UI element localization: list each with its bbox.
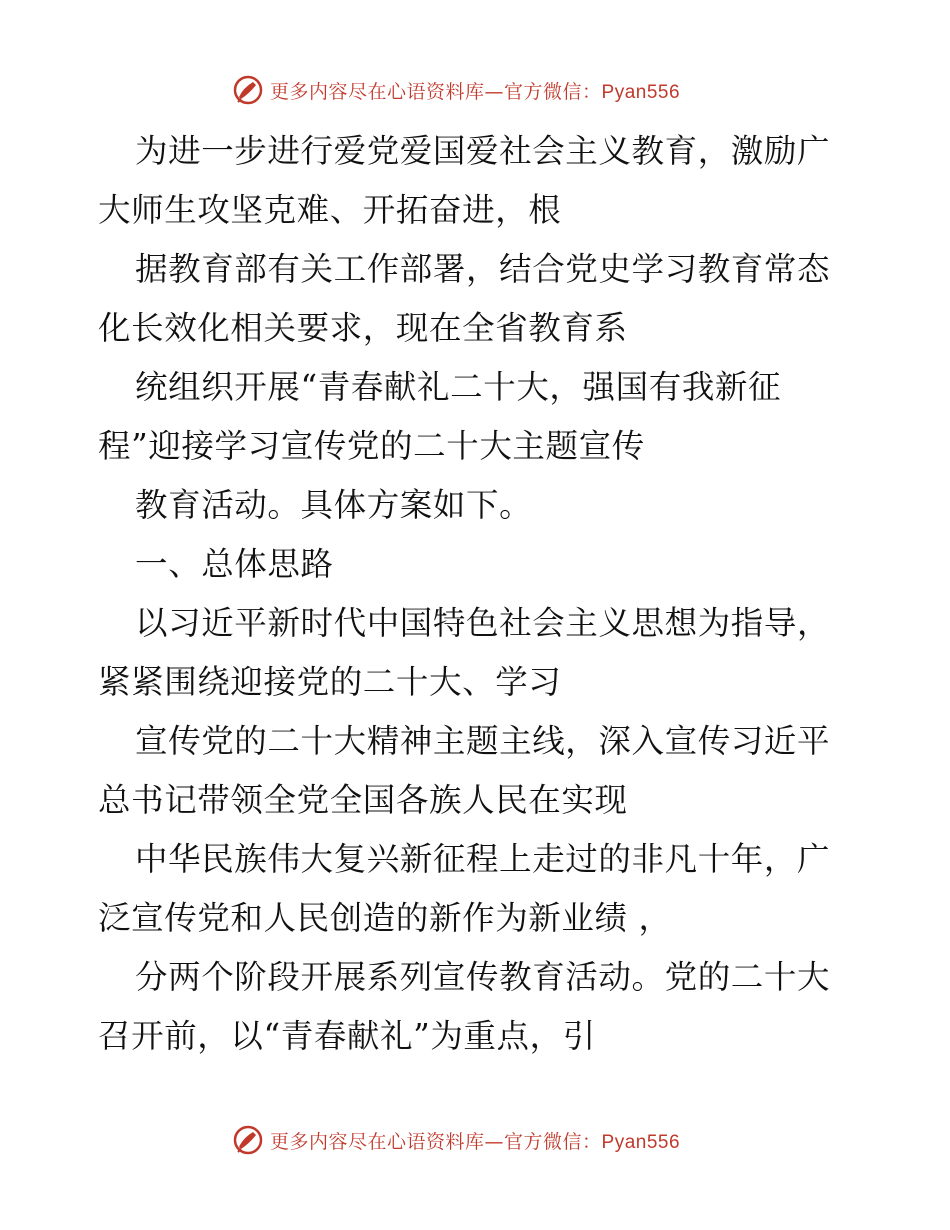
text-line: 统组织开展“青春献礼二十大，强国有我新征 — [135, 368, 782, 406]
text-line: 召开前，以“青春献礼”为重点，引 — [98, 1017, 596, 1055]
text-line: 分两个阶段开展系列宣传教育活动。党的二十大 — [135, 958, 831, 996]
watermark-text: 更多内容尽在心语资料库—官方微信：Pyan556 — [270, 80, 681, 103]
document-body — [98, 122, 858, 1066]
text-line: 紧紧围绕迎接党的二十大、学习 — [98, 663, 562, 701]
header-watermark — [232, 73, 680, 107]
text-line: 大师生攻坚克难、开拓奋进，根 — [98, 191, 562, 229]
text-line: 据教育部有关工作部署，结合党史学习教育常态 — [135, 250, 831, 288]
text-line: 为进一步进行爱党爱国爱社会主义教育，激励广 — [135, 132, 831, 170]
text-line: 泛宣传党和人民创造的新作为新业绩 ， — [98, 899, 672, 937]
pen-logo-icon — [232, 74, 264, 106]
footer-watermark — [232, 1123, 680, 1157]
text-line: 宣传党的二十大精神主题主线，深入宣传习近平 — [135, 722, 831, 760]
watermark-text: 更多内容尽在心语资料库—官方微信：Pyan556 — [270, 1130, 681, 1153]
text-line: 中华民族伟大复兴新征程上走过的非凡十年，广 — [135, 840, 831, 878]
text-line: 化长效化相关要求，现在全省教育系 — [98, 309, 628, 347]
pen-logo-icon — [232, 1124, 264, 1156]
text-line: 一、总体思路 — [135, 545, 334, 583]
text-line: 程”迎接学习宣传党的二十大主题宣传 — [98, 427, 645, 465]
text-line: 总书记带领全党全国各族人民在实现 — [98, 781, 628, 819]
text-line: 以习近平新时代中国特色社会主义思想为指导， — [135, 604, 831, 642]
text-line: 教育活动。具体方案如下。 — [135, 486, 533, 524]
